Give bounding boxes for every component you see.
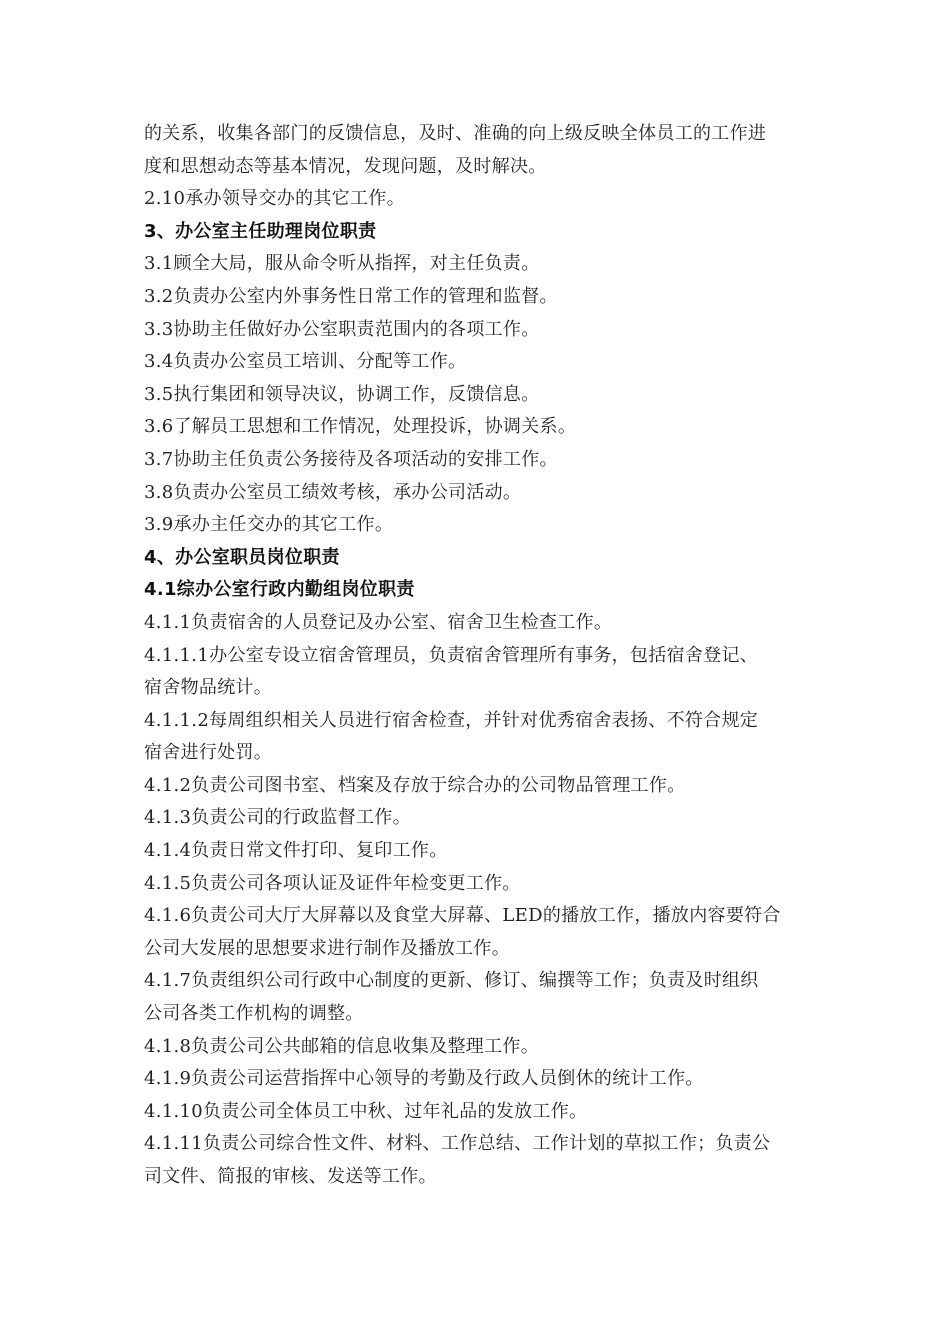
paragraph-line: 司文件、简报的审核、发送等工作。 [144, 1166, 437, 1187]
section-heading: 3、办公室主任助理岗位职责 [144, 220, 377, 242]
paragraph-line: 3.1顾全大局，服从命令听从指挥，对主任负责。 [144, 253, 540, 275]
paragraph-line: 3.2负责办公室内外事务性日常工作的管理和监督。 [144, 285, 558, 307]
subsection-heading: 4.1综办公室行政内勤组岗位职责 [144, 579, 415, 601]
paragraph-line: 4.1.5负责公司各项认证及证件年检变更工作。 [144, 872, 521, 894]
paragraph-line: 3.8负责办公室员工绩效考核，承办公司活动。 [144, 481, 522, 503]
paragraph-line: 3.6了解员工思想和工作情况，处理投诉，协调关系。 [144, 416, 577, 438]
paragraph-line: 公司大发展的思想要求进行制作及播放工作。 [144, 937, 510, 959]
paragraph-line: 4.1.4负责日常文件打印、复印工作。 [144, 840, 448, 862]
paragraph-line: 4.1.11负责公司综合性文件、材料、工作总结、工作计划的草拟工作；负责公 [144, 1133, 771, 1155]
paragraph-line: 4.1.1负责宿舍的人员登记及办公室、宿舍卫生检查工作。 [144, 611, 613, 633]
paragraph-line: 4.1.9负责公司运营指挥中心领导的考勤及行政人员倒休的统计工作。 [144, 1068, 704, 1090]
paragraph-line: 4.1.3负责公司的行政监督工作。 [144, 807, 411, 829]
paragraph-line: 4.1.8负责公司公共邮箱的信息收集及整理工作。 [144, 1035, 539, 1057]
paragraph-line: 3.7协助主任负责公务接待及各项活动的安排工作。 [144, 448, 558, 470]
paragraph-line: 2.10承办领导交办的其它工作。 [144, 188, 405, 210]
paragraph-line: 4.1.1.2每周组织相关人员进行宿舍检查，并针对优秀宿舍表扬、不符合规定 [144, 709, 759, 731]
document-body [144, 118, 812, 1194]
paragraph-line: 4.1.2负责公司图书室、档案及存放于综合办的公司物品管理工作。 [144, 774, 686, 796]
paragraph-line: 3.9承办主任交办的其它工作。 [144, 514, 394, 536]
paragraph-line: 宿舍物品统计。 [144, 677, 273, 699]
paragraph-line: 公司各类工作机构的调整。 [144, 1003, 364, 1025]
section-heading: 4、办公室职员岗位职责 [144, 546, 340, 568]
paragraph-line: 4.1.1.1办公室专设立宿舍管理员，负责宿舍管理所有事务，包括宿舍登记、 [144, 644, 759, 666]
paragraph-line: 宿舍进行处罚。 [144, 742, 273, 764]
paragraph-line: 4.1.7负责组织公司行政中心制度的更新、修订、编撰等工作；负责及时组织 [144, 970, 759, 992]
paragraph-line: 度和思想动态等基本情况，发现问题，及时解决。 [144, 155, 547, 177]
paragraph-line: 3.4负责办公室员工培训、分配等工作。 [144, 351, 467, 373]
paragraph-line: 3.3协助主任做好办公室职责范围内的各项工作。 [144, 318, 540, 340]
paragraph-line: 4.1.10负责公司全体员工中秋、过年礼品的发放工作。 [144, 1100, 588, 1122]
paragraph-line: 4.1.6负责公司大厅大屏幕以及食堂大屏幕、LED的播放工作，播放内容要符合 [144, 905, 781, 927]
paragraph-line: 的关系，收集各部门的反馈信息，及时、准确的向上级反映全体员工的工作进 [144, 123, 767, 144]
paragraph-line: 3.5执行集团和领导决议，协调工作，反馈信息。 [144, 383, 540, 405]
